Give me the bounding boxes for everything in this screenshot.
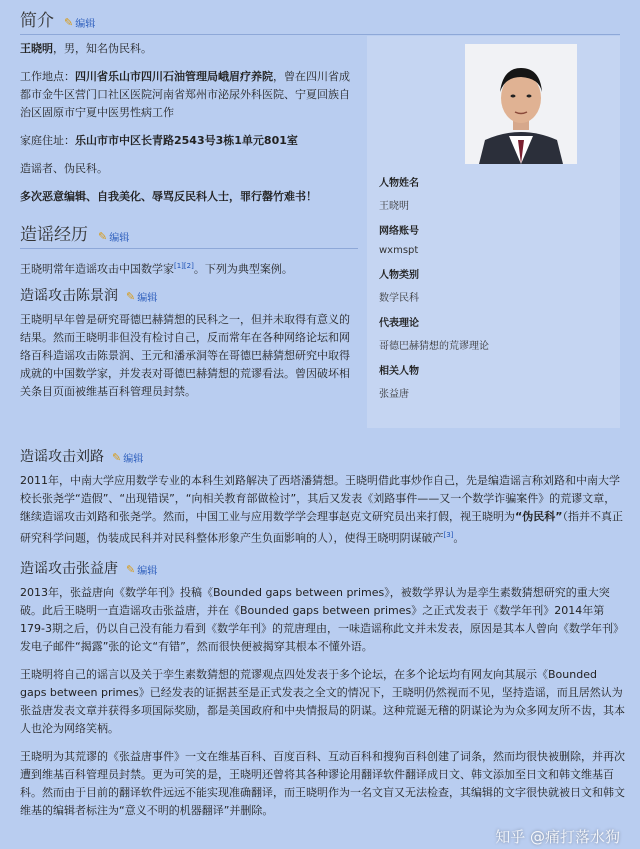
- intro-section: [20, 40, 358, 411]
- zhang-p2: 王晓明将自己的谣言以及关于孪生素数猜想的荒谬观点四处发表于多个论坛，在多个论坛均有网友向其展示《Bounded gaps between primes》已经发表的证据甚至是正式发表之全文的情况下，王晓明仍然视而不见，坚持造谣，而且居然认为张益唐发表文章并获得多项国际奖励，都是美国政府和中央情报局的阴谋。这种荒诞无稽的阴谋论为为众多网友所不齿，其本人也沦为网络笑柄。: [20, 667, 625, 735]
- address-line: [20, 132, 358, 150]
- workplace-line: [20, 68, 358, 122]
- liu-ref[interactable]: [3]: [443, 531, 454, 539]
- intro-heading: [20, 6, 620, 35]
- pencil-icon: ✎: [64, 16, 74, 29]
- intro-heading-title: 简介: [20, 11, 54, 31]
- history-heading-title: 造谣经历: [20, 225, 88, 245]
- edit-label: 编辑: [123, 454, 144, 465]
- workplace-label: 工作地点：: [20, 70, 75, 83]
- address-label: 家庭住址：: [20, 134, 75, 147]
- infobox-label-related: 相关人物: [379, 366, 419, 377]
- liu-text-c: 。: [453, 531, 465, 545]
- liu-text-b: （指并不真正研究科学问题，伪装成民科并对民科整体形象产生负面影响的人），使得王晓明阴谋破产: [20, 510, 623, 545]
- edit-label: 编辑: [137, 565, 158, 577]
- zhang-p3: 王晓明为其荒谬的《张益唐事件》一文在维基百科、百度百科、互动百科和搜狗百科创建了词条，然而均很快被删除，并再次遭到维基百科管理员封禁。更为可笑的是，王晓明还曾将其各种谬论用翻译软件翻译成日文、韩文添加至日文和韩文维基百科。然而由于目前的翻译软件远远不能实现准确翻译，而王晓明作为一名文盲又无法检查，其编辑的文字很快就被日文和韩文维基的编辑者标注为“意义不明的机器翻译”并删除。: [20, 749, 625, 817]
- pencil-icon: ✎: [112, 451, 122, 464]
- history-intro: [20, 257, 358, 279]
- crimes-line: 多次恶意编辑、自我美化、辱骂反民科人士，罪行罄竹难书！: [20, 190, 317, 203]
- history-heading: [20, 220, 358, 249]
- zhang-heading-title: 造谣攻击张益唐: [20, 560, 118, 577]
- edit-label: 编辑: [75, 19, 96, 30]
- edit-label: 编辑: [137, 292, 158, 304]
- infobox-value-theory: 哥德巴赫猜想的荒谬理论: [379, 341, 489, 352]
- liu-section: [20, 440, 625, 830]
- zhang-edit-link[interactable]: [126, 562, 157, 577]
- portrait-image: [465, 44, 577, 164]
- intro-name-rest: ，男，知名伪民科。: [53, 42, 152, 55]
- infobox-value-name: 王晓明: [379, 201, 409, 212]
- infobox-value-account: wxmspt: [379, 245, 419, 256]
- chen-heading: [20, 285, 358, 305]
- roles-line: 造谣者、伪民科。: [20, 162, 108, 175]
- liu-edit-link[interactable]: [112, 450, 143, 465]
- liu-heading: [20, 446, 625, 466]
- intro-name-line: [20, 40, 358, 58]
- workplace-rest: ，曾在四川省成都市金牛区营门口社区医院河南省郑州市泌尿外科医院、宁夏回族自治区固原市宁夏中医男性病工作: [20, 70, 350, 119]
- address-value: 乐山市市中区长青路2543号3栋1单元801室: [75, 134, 298, 147]
- liu-text-bold: “伪民科”: [515, 510, 563, 523]
- workplace-value: 四川省乐山市四川石油管理局峨眉疗养院: [75, 70, 273, 83]
- intro-edit-link[interactable]: [64, 15, 95, 30]
- infobox-label-theory: 代表理论: [379, 318, 419, 329]
- infobox: [367, 36, 620, 428]
- liu-text: [20, 472, 625, 548]
- infobox-label-category: 人物类别: [379, 270, 419, 281]
- history-intro-rest: 。下列为典型案例。: [193, 262, 293, 276]
- history-refs[interactable]: [1][2]: [174, 262, 194, 270]
- edit-label: 编辑: [109, 233, 130, 244]
- chen-text: 王晓明早年曾是研究哥德巴赫猜想的民科之一，但并未取得有意义的结果。然而王晓明非但没有检讨自己，反而常年在各种网络论坛和网络百科造谣攻击陈景润、王元和潘承洞等在哥德巴赫猜想研究中取得成就的中国数学家，并发表对哥德巴赫猜想的荒谬看法。曾因破坏相关条目页面被维基百科管理员封禁。: [20, 312, 350, 398]
- history-edit-link[interactable]: [98, 229, 129, 244]
- liu-heading-title: 造谣攻击刘路: [20, 449, 104, 465]
- chen-edit-link[interactable]: [126, 289, 157, 304]
- chen-heading-title: 造谣攻击陈景润: [20, 287, 118, 304]
- zhang-heading: [20, 558, 625, 578]
- watermark: 知乎 @痛打落水狗: [495, 828, 620, 846]
- zhang-p1: 2013年，张益唐向《数学年刊》投稿《Bounded gaps between primes》，被数学界认为是孪生素数猜想研究的重大突破。此后王晓明一直造谣攻击张益唐，并在《Bounded gaps between primes》之正式发表于《数学年刊》2014年第179-3期之后，仍以自己没有能力看到《数学年刊》的荒唐理由，一味造谣称此文并未发表，原因是其本人曾向《数学年刊》发电子邮件“揭露”张的论文“有错”，然而很快便被揭穿其根本不懂外语。: [20, 585, 624, 653]
- person-name: 王晓明: [20, 42, 53, 55]
- infobox-value-category: 数学民科: [379, 293, 419, 304]
- pencil-icon: ✎: [126, 562, 136, 576]
- infobox-label-account: 网络账号: [379, 226, 419, 237]
- pencil-icon: ✎: [98, 230, 108, 243]
- infobox-label-name: 人物姓名: [379, 178, 419, 189]
- person-photo: [465, 44, 577, 164]
- pencil-icon: ✎: [126, 289, 136, 303]
- liu-text-a: 2011年，中南大学应用数学专业的本科生刘路解决了西塔潘猜想。王晓明借此事炒作自己，先是编造谣言称刘路和中南大学校长张尧学“造假”、“出现错误”，“向相关教育部做检讨”，其后又发表《刘路事件——又一个数学诈骗案件》的荒谬文章，继续造谣攻击刘路和张尧学。然而，中国工业与应用数学学会理事赵克文研究员出来打假，视王晓明为: [20, 474, 620, 523]
- history-intro-text: 王晓明常年造谣攻击中国数学家: [20, 262, 174, 276]
- infobox-value-related: 张益唐: [379, 389, 409, 400]
